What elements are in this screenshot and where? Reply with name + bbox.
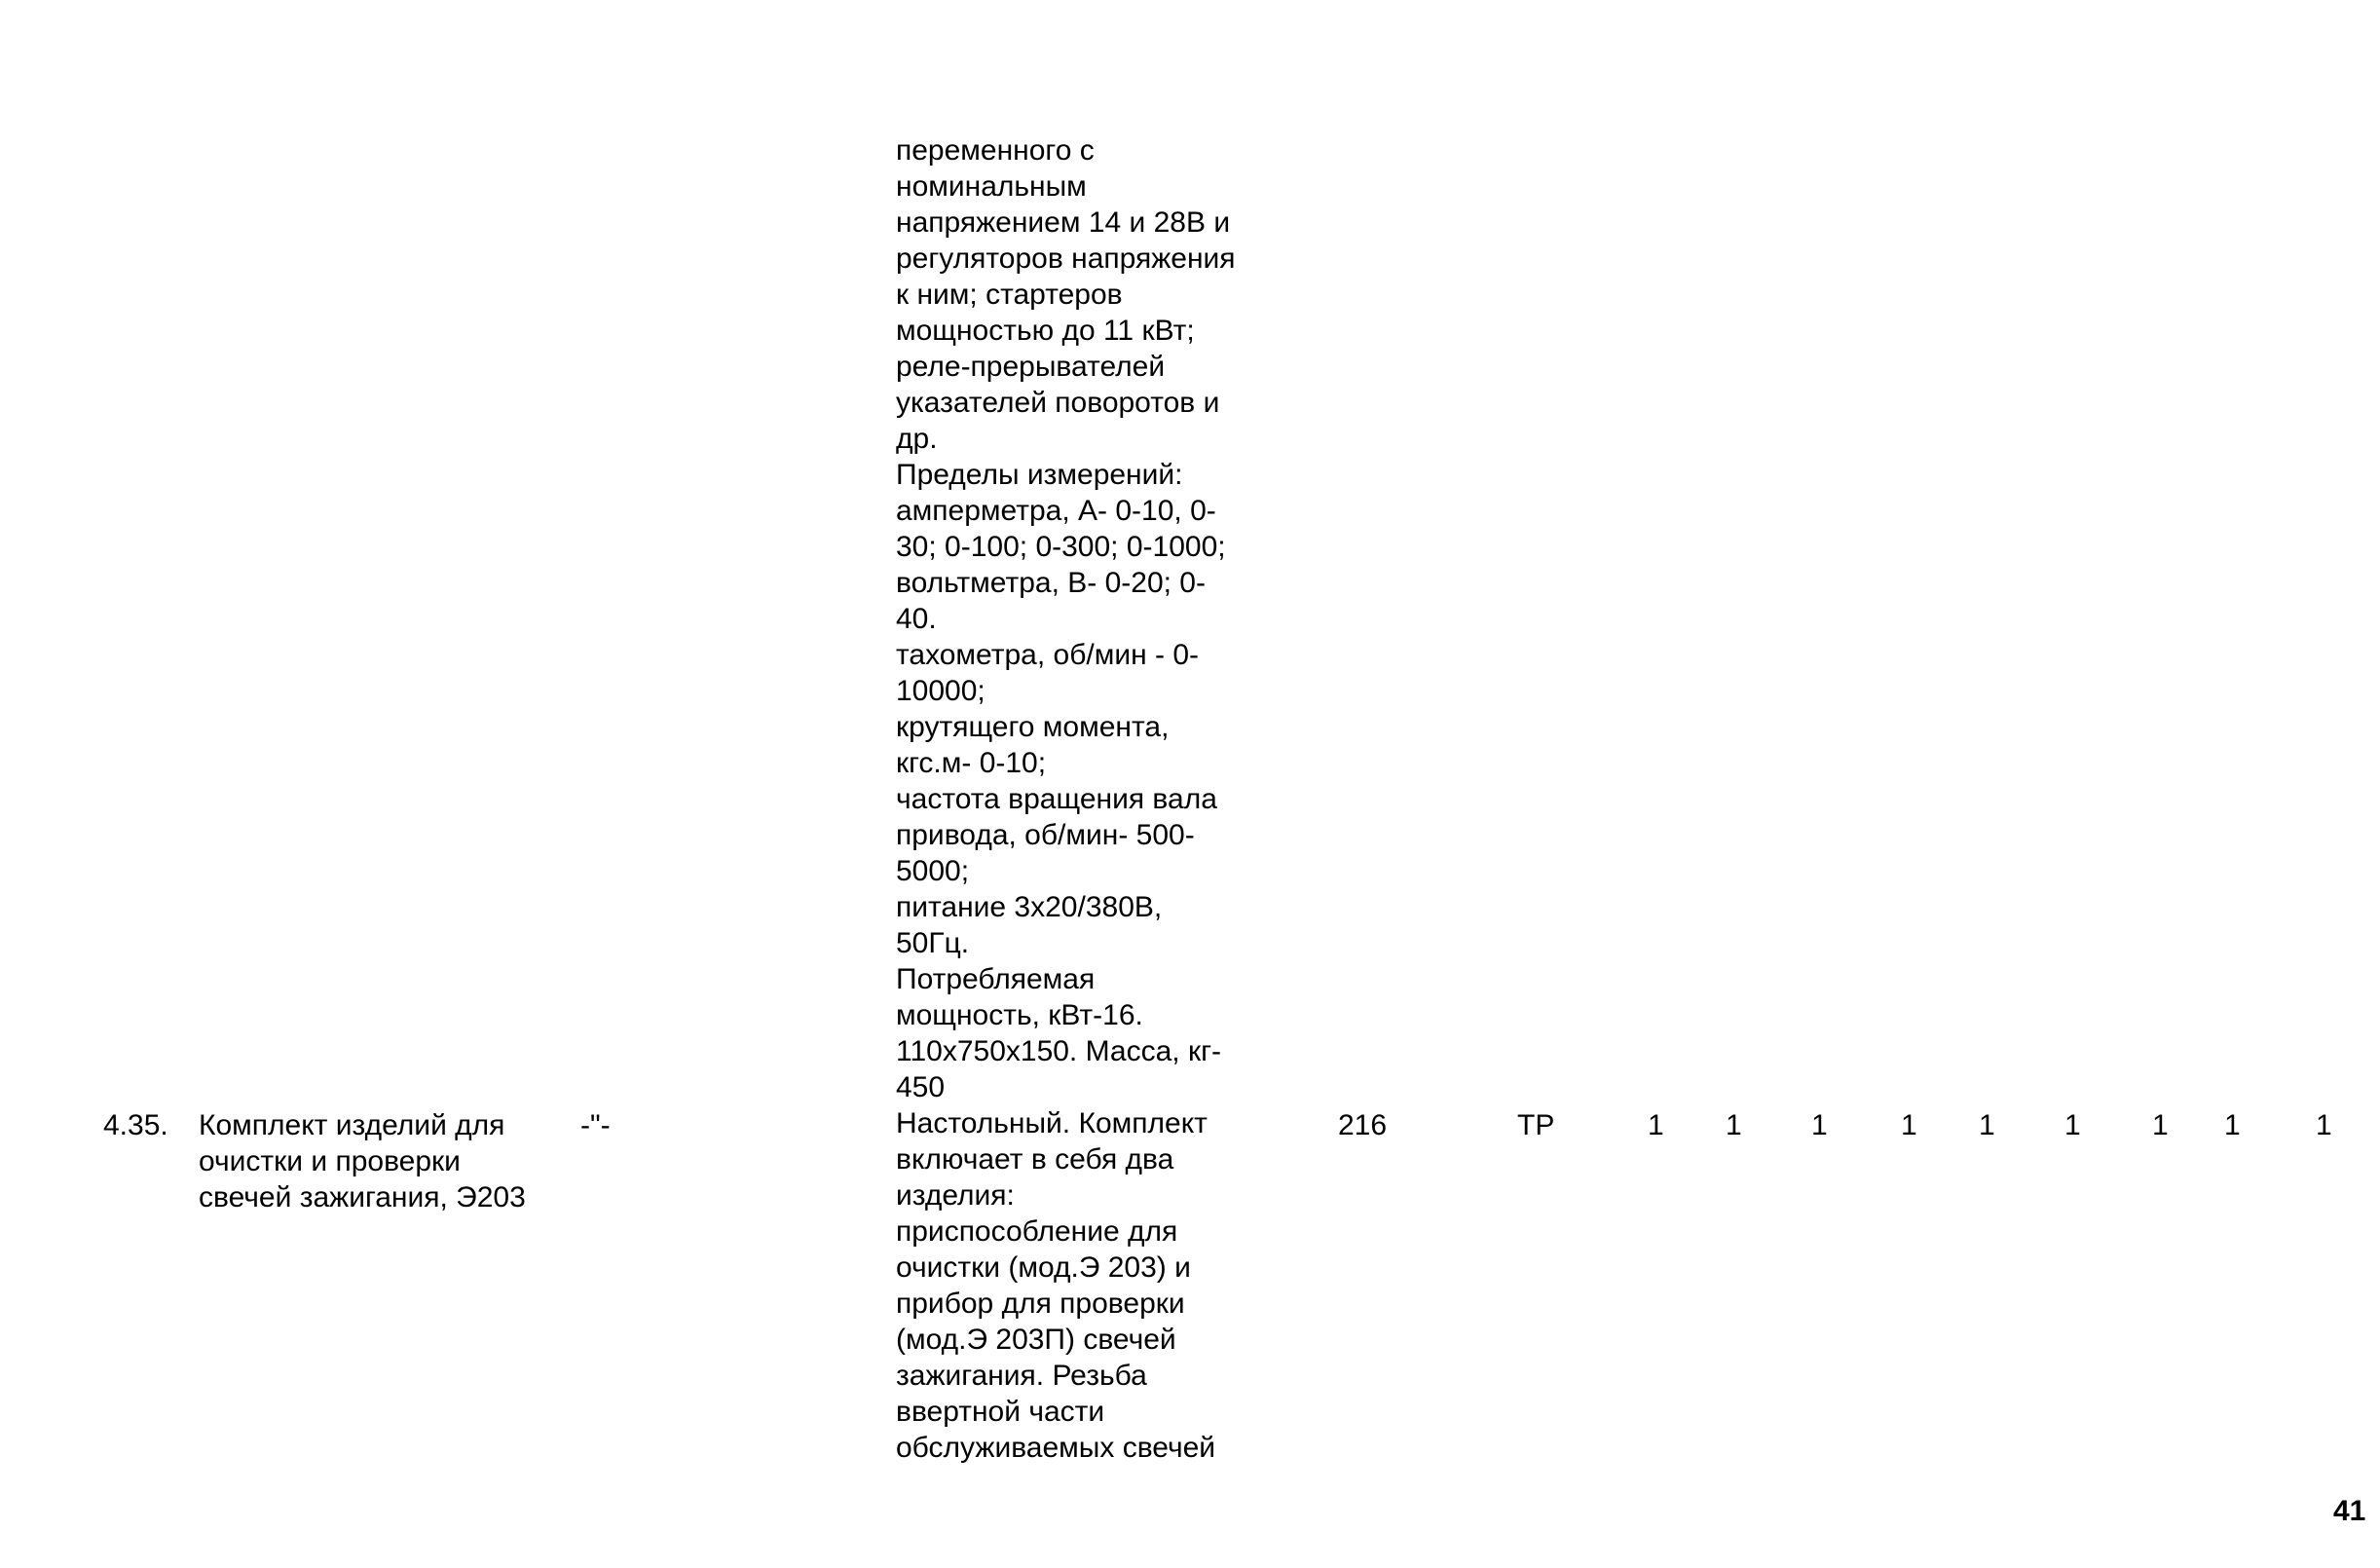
description-line: мощностью до 11 кВт; <box>896 315 1195 347</box>
quantity-cell: 1 <box>1811 1109 1828 1141</box>
description-line: привода, об/мин- 500- <box>896 819 1195 851</box>
item-name-line: очистки и проверки <box>199 1145 461 1177</box>
description-line: напряжением 14 и 28В и <box>896 206 1231 239</box>
description-line: амперметра, А- 0-10, 0- <box>896 495 1216 527</box>
description-line: крутящего момента, <box>896 711 1170 743</box>
quantity-cell: 1 <box>2064 1109 2081 1141</box>
description-line: зажигания. Резьба <box>896 1360 1147 1392</box>
item-type: ТР <box>1517 1109 1555 1141</box>
quantity-cell: 1 <box>1648 1109 1664 1141</box>
description-line: переменного с <box>896 134 1095 167</box>
description-line: ввертной части <box>896 1396 1105 1428</box>
description-line: 50Гц. <box>896 927 970 959</box>
quantity-cell: 1 <box>1901 1109 1917 1141</box>
description-line: включает в себя два <box>896 1143 1174 1176</box>
description-line: вольтметра, В- 0-20; 0- <box>896 567 1206 599</box>
item-name <box>199 1107 526 1215</box>
item-code: 216 <box>1338 1109 1388 1141</box>
description-line: приспособление для <box>896 1215 1178 1248</box>
description-line: очистки (мод.Э 203) и <box>896 1251 1191 1284</box>
description-line: Настольный. Комплект <box>896 1107 1208 1139</box>
quantity-cell: 1 <box>1726 1109 1742 1141</box>
description-line: тахометра, об/мин - 0- <box>896 639 1200 671</box>
quantity-cell: 1 <box>2316 1109 2332 1141</box>
quantity-cell: 1 <box>1979 1109 1995 1141</box>
description-line: 450 <box>896 1071 946 1103</box>
page-number: 41 <box>2333 1495 2366 1527</box>
ditto-mark: -"- <box>580 1109 611 1141</box>
quantity-cell: 1 <box>2224 1109 2241 1141</box>
item-name-line: свечей зажигания, Э203 <box>199 1181 526 1213</box>
description-line: к ним; стартеров <box>896 279 1123 311</box>
description-line: Пределы измерений: <box>896 459 1183 491</box>
previous-item-description <box>896 132 1305 1466</box>
item-number: 4.35. <box>103 1109 168 1141</box>
description-line: 5000; <box>896 855 970 887</box>
description-line: 10000; <box>896 675 985 707</box>
description-line: прибор для проверки <box>896 1288 1185 1320</box>
item-name-line: Комплект изделий для <box>199 1109 505 1141</box>
description-line: номинальным <box>896 170 1087 203</box>
description-line: реле-прерывателей <box>896 351 1166 383</box>
description-line: изделия: <box>896 1179 1015 1212</box>
description-line: др. <box>896 423 938 455</box>
description-line: Потребляемая <box>896 963 1096 995</box>
description-line: 40. <box>896 603 937 635</box>
quantity-cell: 1 <box>2152 1109 2169 1141</box>
description-line: частота вращения вала <box>896 783 1217 815</box>
description-line: регуляторов напряжения <box>896 243 1236 275</box>
description-line: кгс.м- 0-10; <box>896 747 1047 779</box>
description-line: мощность, кВт-16. <box>896 999 1143 1031</box>
description-line: питание 3х20/380В, <box>896 891 1163 923</box>
description-line: 30; 0-100; 0-300; 0-1000; <box>896 531 1226 563</box>
description-line: 110х750х150. Масса, кг- <box>896 1035 1222 1067</box>
description-line: обслуживаемых свечей <box>896 1432 1216 1464</box>
description-line: указателей поворотов и <box>896 387 1220 419</box>
description-line: (мод.Э 203П) свечей <box>896 1324 1176 1356</box>
